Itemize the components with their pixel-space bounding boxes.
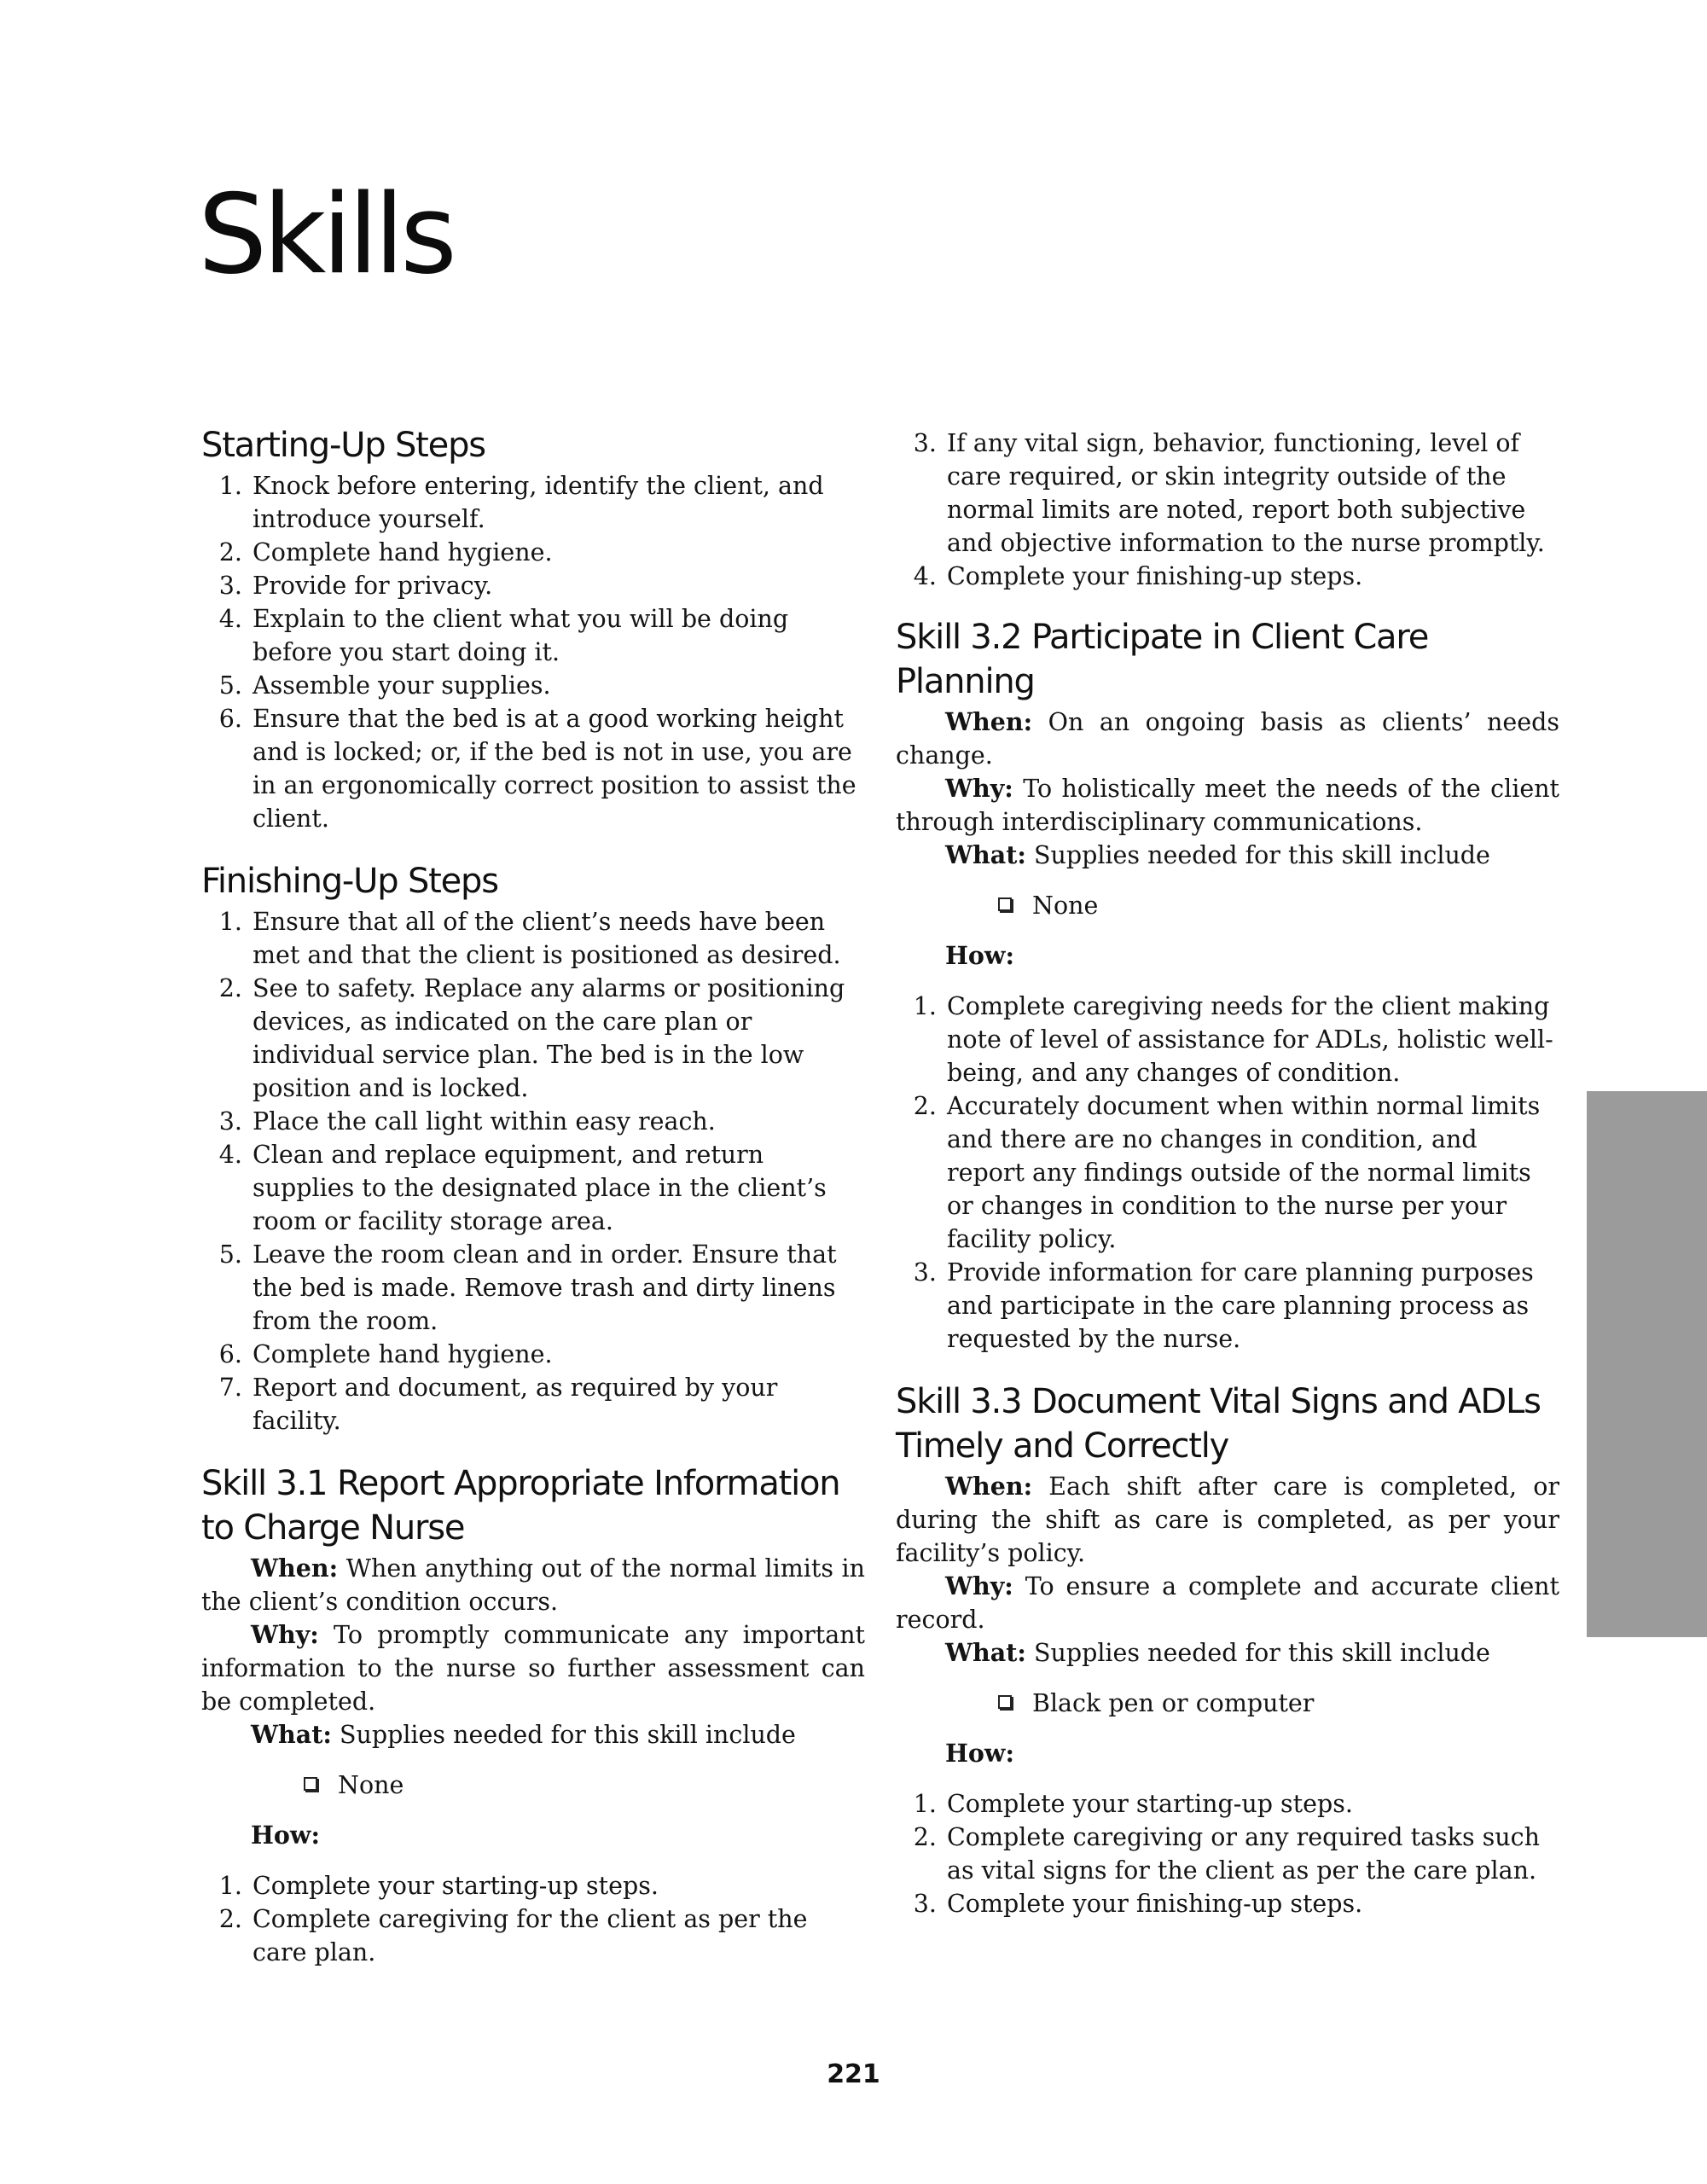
skill-3-1-section [201, 1461, 865, 1969]
step-number: 5. [218, 1240, 242, 1269]
when-text: On an ongoing basis as clients’ needs change. [896, 708, 1560, 770]
step-text: Complete hand hygiene. [253, 1340, 553, 1368]
starting-up-heading: Starting-Up Steps [201, 426, 485, 465]
checkbox-icon [304, 1777, 317, 1791]
step-number: 1. [218, 1872, 242, 1900]
step-text: Knock before entering, identify the client, and introduce yourself. [253, 472, 824, 533]
step-text: See to safety. Replace any alarms or positioning devices, as indicated on the care plan or individual service plan. The bed is in the low position and is locked. [253, 974, 845, 1102]
skill-3-3-how-label: How: [945, 1739, 1014, 1768]
what-label: What: [945, 1638, 1026, 1667]
step-text: Assemble your supplies. [253, 671, 551, 700]
skill-3-1-heading: Skill 3.1 Report Appropriate Information to Charge Nurse [201, 1464, 840, 1548]
list-item [201, 602, 865, 669]
supply-label: None [338, 1771, 404, 1799]
left-column [201, 423, 865, 1969]
list-item [896, 1787, 1559, 1821]
checkbox-icon [998, 897, 1012, 911]
list-item [201, 469, 865, 536]
skill-3-2-when [896, 706, 1559, 772]
step-number: 4. [913, 562, 937, 590]
step-number: 2. [218, 538, 242, 566]
step-text: Complete your finishing-up steps. [947, 1890, 1363, 1918]
step-number: 3. [218, 1107, 242, 1136]
starting-up-section [201, 423, 865, 835]
finishing-up-section [201, 859, 865, 1438]
when-text: Each shift after care is completed, or during the shift as care is completed, as per your facility’s policy. [896, 1472, 1560, 1567]
when-label: When: [251, 1554, 339, 1583]
step-text: Report and document, as required by your facility. [253, 1374, 778, 1435]
right-column [896, 427, 1559, 1920]
skill-3-2-heading: Skill 3.2 Participate in Client Care Planning [896, 618, 1429, 701]
what-label: What: [251, 1720, 332, 1749]
list-item [201, 569, 865, 602]
list-item [201, 1105, 865, 1138]
skill-3-2-why [896, 772, 1559, 839]
list-item [201, 1238, 865, 1338]
list-item [896, 990, 1559, 1089]
list-item [201, 1902, 865, 1969]
starting-up-list [201, 469, 865, 835]
list-item [896, 1887, 1559, 1920]
step-text: Complete your finishing-up steps. [947, 562, 1363, 590]
step-text: Provide information for care planning purposes and participate in the care planning process as requested by the nurse. [947, 1258, 1534, 1353]
list-item [201, 972, 865, 1105]
skill-3-1-when [201, 1552, 865, 1618]
skill-3-1-why [201, 1618, 865, 1718]
step-text: Explain to the client what you will be doing before you start doing it. [253, 605, 789, 666]
list-item [201, 1371, 865, 1438]
list-item [201, 1138, 865, 1238]
step-number: 2. [218, 1905, 242, 1933]
skill-3-2-how-label: How: [945, 941, 1014, 970]
what-label: What: [945, 840, 1026, 869]
step-number: 6. [218, 1340, 242, 1368]
skill-3-1-what [201, 1718, 865, 1751]
list-item [201, 905, 865, 972]
step-number: 2. [913, 1092, 937, 1120]
list-item [201, 669, 865, 702]
step-number: 4. [218, 1141, 242, 1169]
supply-item [896, 889, 1559, 922]
step-text: Complete hand hygiene. [253, 538, 553, 566]
list-item [896, 1821, 1559, 1887]
when-label: When: [945, 707, 1033, 736]
step-number: 2. [913, 1823, 937, 1851]
supply-label: Black pen or computer [1032, 1689, 1315, 1717]
list-item [201, 702, 865, 835]
step-number: 3. [913, 1258, 937, 1287]
supply-label: None [1032, 892, 1099, 920]
skill-3-2-section [896, 615, 1559, 1356]
list-item [896, 1256, 1559, 1356]
finishing-up-list [201, 905, 865, 1438]
list-item [896, 427, 1559, 560]
step-number: 4. [218, 605, 242, 633]
step-text: Ensure that all of the client’s needs have been met and that the client is positioned as desired. [253, 908, 841, 969]
why-text: To holistically meet the needs of the client through interdisciplinary communications. [896, 775, 1560, 836]
page-title: Skills [198, 171, 453, 299]
step-text: Place the call light within easy reach. [253, 1107, 716, 1136]
list-item [896, 560, 1559, 593]
list-item [201, 536, 865, 569]
step-number: 1. [913, 992, 937, 1020]
step-text: Clean and replace equipment, and return supplies to the designated place in the client’s room or facility storage area. [253, 1141, 827, 1235]
step-number: 1. [218, 472, 242, 500]
step-number: 3. [913, 1890, 937, 1918]
skill-3-2-steps [896, 990, 1559, 1356]
step-text: Accurately document when within normal limits and there are no changes in condition, and report any findings outside of the normal limits or changes in condition to the nurse per your facility policy. [947, 1092, 1541, 1253]
skill-3-3-heading: Skill 3.3 Document Vital Signs and ADLs Timely and Correctly [896, 1382, 1541, 1466]
step-text: Complete caregiving for the client as per the care plan. [253, 1905, 808, 1966]
step-number: 1. [913, 1790, 937, 1818]
skill-3-2-what [896, 839, 1559, 872]
step-text: Complete your starting-up steps. [253, 1872, 659, 1900]
step-text: Leave the room clean and in order. Ensure that the bed is made. Remove trash and dirty linens from the room. [253, 1240, 837, 1335]
step-text: Complete caregiving or any required tasks such as vital signs for the client as per the care plan. [947, 1823, 1540, 1885]
when-text: When anything out of the normal limits in the client’s condition occurs. [201, 1554, 866, 1616]
finishing-up-heading: Finishing-Up Steps [201, 862, 498, 901]
step-number: 1. [218, 908, 242, 936]
checkbox-icon [998, 1695, 1012, 1709]
step-number: 3. [913, 429, 937, 457]
step-number: 6. [218, 705, 242, 733]
skill-3-3-steps [896, 1787, 1559, 1920]
what-text: Supplies needed for this skill include [339, 1721, 796, 1749]
why-label: Why: [945, 1571, 1013, 1600]
step-text: Complete your starting-up steps. [947, 1790, 1353, 1818]
list-item [896, 1089, 1559, 1256]
skill-3-1-steps-part1 [201, 1869, 865, 1969]
why-text: To promptly communicate any important information to the nurse so further assessment can be completed. [201, 1621, 865, 1716]
step-text: If any vital sign, behavior, functioning, level of care required, or skin integrity outside of the normal limits are noted, report both subjective and objective information to the nurse promptly. [947, 429, 1545, 557]
when-label: When: [945, 1472, 1033, 1501]
supply-item [896, 1687, 1559, 1720]
skill-3-3-section [896, 1380, 1559, 1920]
list-item [201, 1869, 865, 1902]
step-text: Ensure that the bed is at a good working height and is locked; or, if the bed is not in use, you are in an ergonomically correct position to assist the client. [253, 705, 856, 833]
why-text: To ensure a complete and accurate client record. [896, 1572, 1559, 1634]
list-item [201, 1338, 865, 1371]
step-number: 7. [218, 1374, 242, 1402]
why-label: Why: [945, 774, 1013, 803]
skill-3-3-what [896, 1636, 1559, 1670]
step-number: 3. [218, 572, 242, 600]
skill-3-1-how-label: How: [251, 1821, 320, 1850]
what-text: Supplies needed for this skill include [1033, 841, 1490, 869]
what-text: Supplies needed for this skill include [1033, 1639, 1490, 1667]
step-text: Provide for privacy. [253, 572, 493, 600]
chapter-thumb-tab [1587, 1091, 1707, 1637]
step-number: 2. [218, 974, 242, 1002]
supply-item [201, 1769, 865, 1802]
step-number: 5. [218, 671, 242, 700]
page-number: 221 [827, 2059, 880, 2089]
skill-3-3-why [896, 1570, 1559, 1636]
why-label: Why: [251, 1620, 319, 1649]
skill-3-3-when [896, 1470, 1559, 1570]
skill-3-1-steps-part2 [896, 427, 1559, 593]
step-text: Complete caregiving needs for the client making note of level of assistance for ADLs, holistic well-being, and any changes of condition. [947, 992, 1553, 1087]
